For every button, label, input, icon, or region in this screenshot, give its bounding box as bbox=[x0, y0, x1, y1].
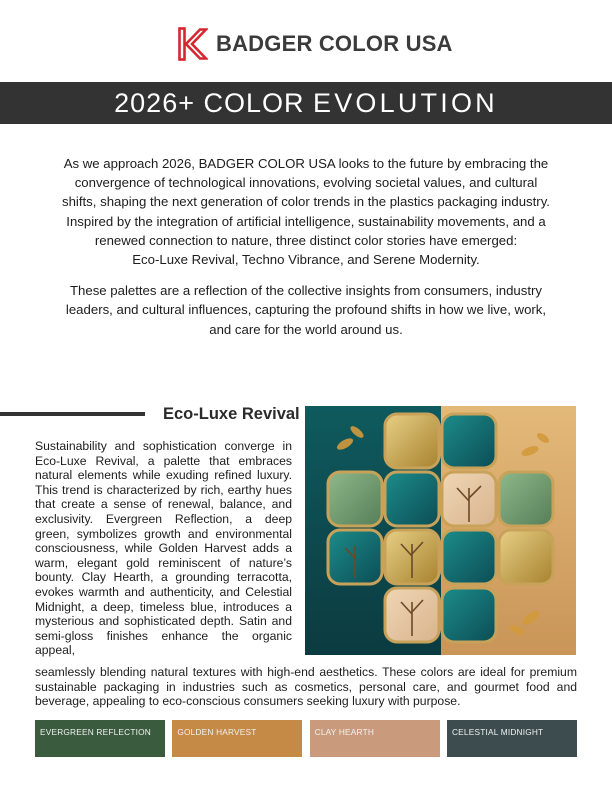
section-title: Eco-Luxe Revival bbox=[163, 405, 300, 423]
badger-k-logo-icon bbox=[178, 27, 208, 61]
section-body-bottom: seamlessly blending natural textures with high-end aesthetics. These colors are ideal for premium sustainable packaging in industries such as cosmetics, personal care, and gourmet food and beverage, appealing to eco-conscious consumers seeking luxury with purpose. bbox=[35, 665, 577, 709]
page-title-word: EVOLUTION bbox=[313, 87, 498, 118]
intro-text bbox=[60, 154, 552, 339]
title-banner bbox=[0, 82, 612, 124]
section-body-top: Sustainability and sophistication converge in Eco-Luxe Revival, a palette that embraces natural elements while exuding refined luxury. This trend is characterized by rich, earthy hues that create a sense of renewal, balance, and exclusivity. Evergreen Reflection, a deep green, symbolizes growth and environmental consciousness, while Golden Harvest adds a warm, elegant gold reminiscent of nature’s bounty. Clay Hearth, a grounding terracotta, evokes warmth and authenticity, and Celestial Midnight, a deep, timeless blue, introduces a mysterious and sophisticated depth. Satin and semi-gloss finishes enhance the organic appeal, bbox=[35, 439, 292, 658]
brand-name: BADGER COLOR USA bbox=[216, 31, 453, 56]
brand-logo bbox=[178, 27, 453, 61]
eco-luxe-image bbox=[305, 406, 576, 655]
section-divider bbox=[0, 412, 145, 416]
swatch-celestial-midnight: CELESTIAL MIDNIGHT bbox=[447, 720, 577, 757]
swatch-evergreen-reflection: EVERGREEN REFLECTION bbox=[35, 720, 165, 757]
swatch-golden-harvest: GOLDEN HARVEST bbox=[172, 720, 302, 757]
intro-paragraph-1-text: As we approach 2026, BADGER COLOR USA looks to the future by embracing the convergence of technological innovations, evolving societal values, and cultural shifts, shaping the next generation of color trends in the plastics packaging industry. Inspired by the integration of artificial intelligence, sustainability movements, and a renewed connection to nature, three distinct color stories have emerged: bbox=[62, 156, 550, 248]
color-swatches bbox=[35, 720, 577, 757]
page-title-lead: 2026+ COLOR bbox=[114, 87, 305, 118]
swatch-clay-hearth: CLAY HEARTH bbox=[310, 720, 440, 757]
eco-luxe-photo bbox=[305, 406, 576, 655]
page-title bbox=[114, 88, 498, 119]
intro-paragraph-1 bbox=[60, 154, 552, 269]
intro-paragraph-2: These palettes are a reflection of the collective insights from consumers, industry leaders, and cultural influences, capturing the profound shifts in how we live, work, and care for the world around us. bbox=[65, 283, 547, 337]
color-stories-list: Eco-Luxe Revival, Techno Vibrance, and Serene Modernity. bbox=[132, 252, 480, 268]
